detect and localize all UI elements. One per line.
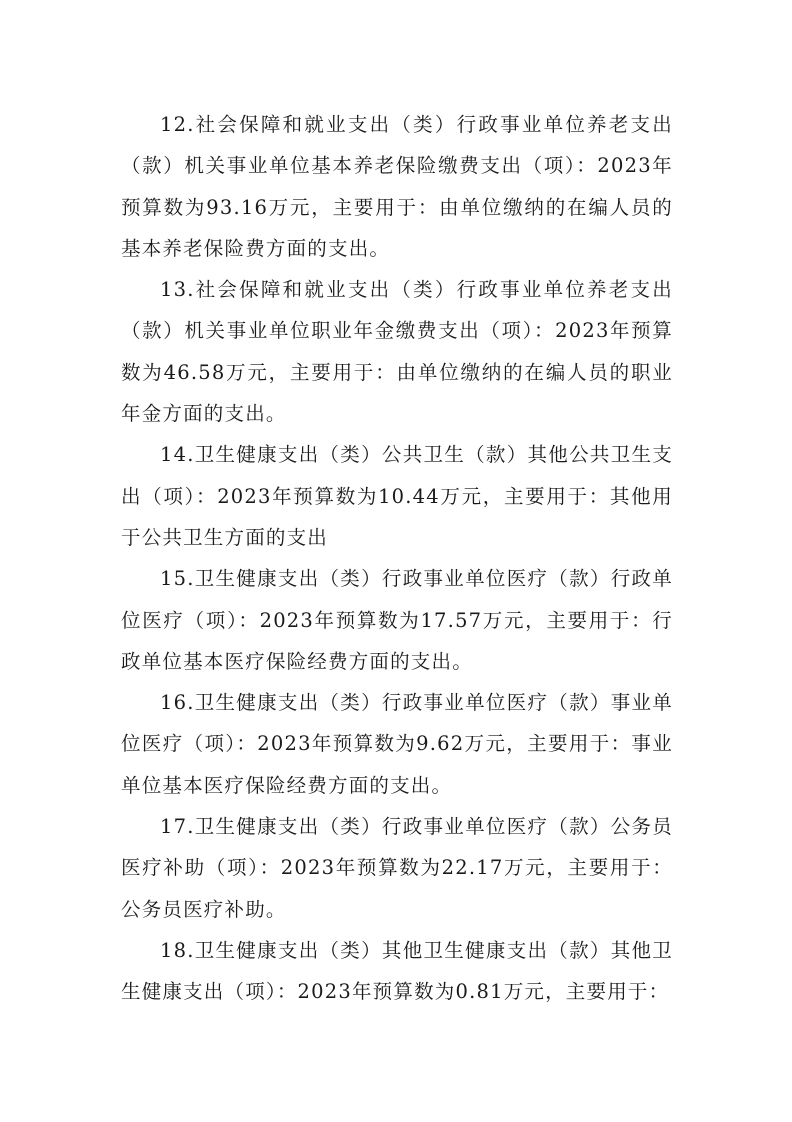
paragraph-item-15: 15.卫生健康支出（类）行政事业单位医疗（款）行政单位医疗（项）：2023年预算数为17.57万元，主要用于：行政单位基本医疗保险经费方面的支出。 (121, 567, 673, 673)
paragraph-item-13: 13.社会保障和就业支出（类）行政事业单位养老支出（款）机关事业单位职业年金缴费支出（项）：2023年预算数为46.58万元，主要用于：由单位缴纳的在编人员的职业年金方面的支出。 (121, 278, 673, 426)
paragraph-item-17: 17.卫生健康支出（类）行政事业单位医疗（款）公务员医疗补助（项）：2023年预算数为22.17万元，主要用于：公务员医疗补助。 (121, 815, 673, 921)
document-body (121, 104, 673, 1013)
paragraph-item-18: 18.卫生健康支出（类）其他卫生健康支出（款）其他卫生健康支出（项）：2023年预算数为0.81万元，主要用于： (121, 938, 673, 1004)
paragraph-item-16: 16.卫生健康支出（类）行政事业单位医疗（款）事业单位医疗（项）：2023年预算数为9.62万元，主要用于：事业单位基本医疗保险经费方面的支出。 (121, 691, 673, 797)
paragraph-item-12: 12.社会保障和就业支出（类）行政事业单位养老支出（款）机关事业单位基本养老保险缴费支出（项）：2023年预算数为93.16万元，主要用于：由单位缴纳的在编人员的基本养老保险费方面的支出。 (121, 113, 673, 260)
paragraph-item-14: 14.卫生健康支出（类）公共卫生（款）其他公共卫生支出（项）：2023年预算数为10.44万元，主要用于：其他用于公共卫生方面的支出 (121, 443, 673, 549)
